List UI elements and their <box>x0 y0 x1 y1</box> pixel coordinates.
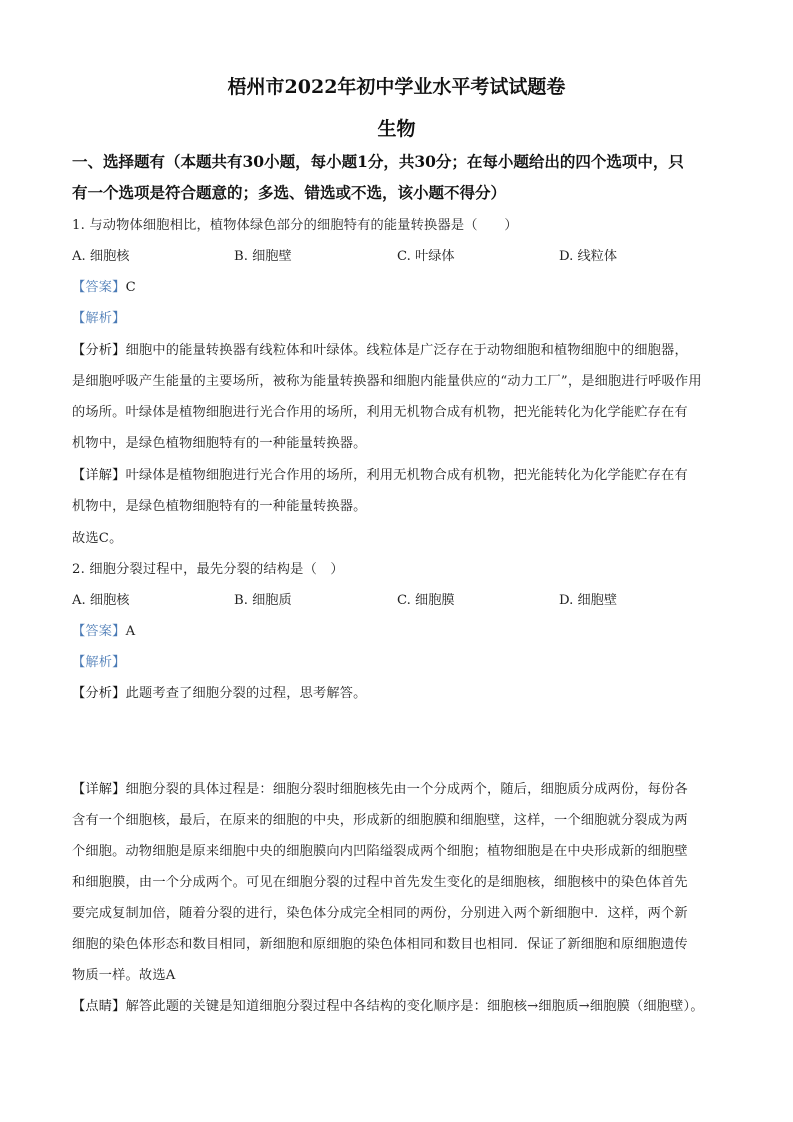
xiangjie-text: 细胞分裂的具体过程是：细胞分裂时细胞核先由一个分成两个，随后，细胞质分成两份，每份各 <box>125 782 688 797</box>
question-1-fenxi-line-3: 的场所。叶绿体是植物细胞进行光合作用的场所，利用无机物合成有机物，把光能转化为化学能贮存在有 <box>72 405 688 420</box>
question-2-fenxi-line-1 <box>72 682 367 701</box>
section-instructions-line-1: 一、选择题有（本题共有30小题，每小题1分，共30分；在每小题给出的四个选项中，只 <box>72 152 684 171</box>
question-2-stem: 2. 细胞分裂过程中，最先分裂的结构是（ ） <box>72 562 344 577</box>
question-1-conclusion: 故选C。 <box>72 531 123 546</box>
answer-value: A <box>125 624 136 639</box>
question-2-xiangjie-line-5: 要完成复制加倍，随着分裂的进行，染色体分成完全相同的两份，分别进入两个新细胞中．这样，两个新 <box>72 906 688 921</box>
question-1-answer <box>72 276 136 295</box>
question-2-xiangjie-line-4: 和细胞膜，由一个分成两个。可见在细胞分裂的过程中首先发生变化的是细胞核，细胞核中的染色体首先 <box>72 875 688 890</box>
dianjing-text: 解答此题的关键是知道细胞分裂过程中各结构的变化顺序是：细胞核→细胞质→细胞膜（细胞壁）。 <box>125 999 704 1014</box>
question-2-xiangjie-line-2: 含有一个细胞核，最后，在原来的细胞的中央，形成新的细胞膜和细胞壁，这样，一个细胞就分裂成为两 <box>72 813 688 828</box>
fenxi-label: 【分析】 <box>72 686 126 701</box>
question-1-fenxi-line-1 <box>72 339 688 358</box>
question-1-xiangjie-line-1 <box>72 464 688 483</box>
analysis-label: 【解析】 <box>72 311 126 326</box>
fenxi-label: 【分析】 <box>72 343 126 358</box>
question-2-analysis-label <box>72 651 126 670</box>
xiangjie-text: 叶绿体是植物细胞进行光合作用的场所，利用无机物合成有机物，把光能转化为化学能贮存在有 <box>125 468 688 483</box>
answer-label: 【答案】 <box>72 280 126 295</box>
question-2-xiangjie-line-1 <box>72 778 688 797</box>
question-2-xiangjie-line-6: 细胞的染色体形态和数目相同，新细胞和原细胞的染色体相同和数目也相同．保证了新细胞和原细胞遗传 <box>72 937 688 952</box>
subject-title: 生物 <box>377 118 416 140</box>
question-1-option-c: C. 叶绿体 <box>397 249 455 264</box>
page-title: 梧州市2022年初中学业水平考试试题卷 <box>227 76 566 98</box>
question-2-option-d: D. 细胞壁 <box>559 593 618 608</box>
question-2-xiangjie-line-3: 个细胞。动物细胞是原来细胞中央的细胞膜向内凹陷缢裂成两个细胞；植物细胞是在中央形成新的细胞壁 <box>72 844 688 859</box>
question-2-dianjing <box>72 995 704 1014</box>
xiangjie-label: 【详解】 <box>72 468 126 483</box>
question-2-xiangjie-line-7: 物质一样。故选A <box>72 968 176 983</box>
question-1-fenxi-line-4: 机物中，是绿色植物细胞特有的一种能量转换器。 <box>72 436 367 451</box>
question-1-fenxi-line-2: 是细胞呼吸产生能量的主要场所，被称为能量转换器和细胞内能量供应的“动力工厂”，是细胞进行呼吸作用 <box>72 374 702 389</box>
question-2-option-c: C. 细胞膜 <box>397 593 455 608</box>
fenxi-text: 此题考查了细胞分裂的过程，思考解答。 <box>125 686 367 701</box>
question-1-xiangjie-line-2: 机物中，是绿色植物细胞特有的一种能量转换器。 <box>72 499 367 514</box>
xiangjie-label: 【详解】 <box>72 782 126 797</box>
section-instructions-line-2: 有一个选项是符合题意的；多选、错选或不选，该小题不得分） <box>72 183 507 202</box>
answer-label: 【答案】 <box>72 624 126 639</box>
question-2-answer <box>72 620 135 639</box>
question-1-option-a: A. 细胞核 <box>72 249 130 264</box>
question-2-option-b: B. 细胞质 <box>234 593 292 608</box>
fenxi-text: 细胞中的能量转换器有线粒体和叶绿体。线粒体是广泛存在于动物细胞和植物细胞中的细胞器， <box>125 343 688 358</box>
question-1-option-b: B. 细胞壁 <box>234 249 292 264</box>
dianjing-label: 【点睛】 <box>72 999 126 1014</box>
analysis-label: 【解析】 <box>72 655 126 670</box>
answer-value: C <box>125 280 136 295</box>
question-2-option-a: A. 细胞核 <box>72 593 130 608</box>
question-1-option-d: D. 线粒体 <box>559 249 618 264</box>
question-1-analysis-label <box>72 307 126 326</box>
question-1-stem: 1. 与动物体细胞相比，植物体绿色部分的细胞特有的能量转换器是（ ） <box>72 218 518 233</box>
